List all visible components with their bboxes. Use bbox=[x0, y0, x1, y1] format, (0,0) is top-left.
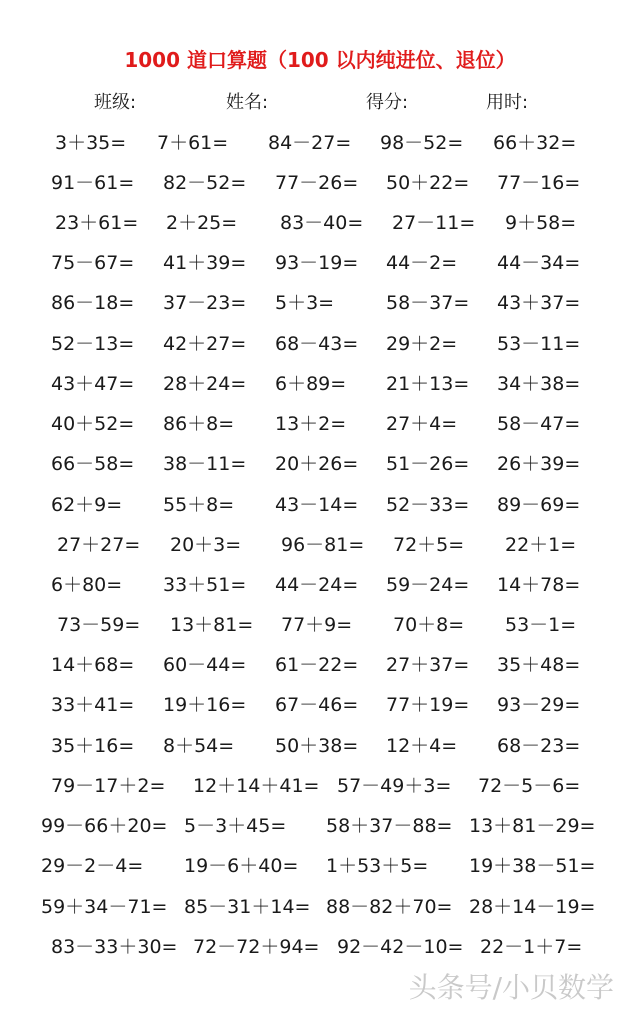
math-problem: 86－18= bbox=[51, 292, 135, 314]
math-problem: 91－61= bbox=[51, 172, 135, 194]
math-problem: 57－49＋3= bbox=[337, 775, 452, 797]
math-problem: 77＋19= bbox=[386, 694, 470, 716]
math-problem: 93－19= bbox=[275, 252, 359, 274]
math-problem: 13＋2= bbox=[275, 413, 347, 435]
math-problem: 35＋16= bbox=[51, 735, 135, 757]
math-problem: 62＋9= bbox=[51, 494, 123, 516]
math-problem: 3＋35= bbox=[55, 132, 127, 154]
math-problem: 52－13= bbox=[51, 333, 135, 355]
problem-row bbox=[0, 731, 640, 761]
math-problem: 44－24= bbox=[275, 574, 359, 596]
math-problem: 19＋16= bbox=[163, 694, 247, 716]
math-problem: 27＋4= bbox=[386, 413, 458, 435]
math-problem: 6＋89= bbox=[275, 373, 347, 395]
math-problem: 23＋61= bbox=[55, 212, 139, 234]
math-problem: 83－33＋30= bbox=[51, 936, 178, 958]
math-problem: 99－66＋20= bbox=[41, 815, 168, 837]
math-problem: 67－46= bbox=[275, 694, 359, 716]
math-problem: 43－14= bbox=[275, 494, 359, 516]
math-problem: 59－24= bbox=[386, 574, 470, 596]
math-problem: 27－11= bbox=[392, 212, 476, 234]
problem-row bbox=[0, 369, 640, 399]
math-problem: 68－23= bbox=[497, 735, 581, 757]
math-problem: 40＋52= bbox=[51, 413, 135, 435]
math-problem: 77－26= bbox=[275, 172, 359, 194]
math-problem: 72－72＋94= bbox=[193, 936, 320, 958]
math-problem: 21＋13= bbox=[386, 373, 470, 395]
math-problem: 92－42－10= bbox=[337, 936, 464, 958]
header-time-label: 用时: bbox=[486, 92, 529, 113]
math-problem: 33＋51= bbox=[163, 574, 247, 596]
math-problem: 9＋58= bbox=[505, 212, 577, 234]
problem-row bbox=[0, 288, 640, 318]
math-problem: 1＋53＋5= bbox=[326, 855, 429, 877]
problem-row bbox=[0, 811, 640, 841]
math-problem: 38－11= bbox=[163, 453, 247, 475]
math-problem: 73－59= bbox=[57, 614, 141, 636]
math-problem: 41＋39= bbox=[163, 252, 247, 274]
math-problem: 88－82＋70= bbox=[326, 896, 453, 918]
math-problem: 42＋27= bbox=[163, 333, 247, 355]
math-problem: 59＋34－71= bbox=[41, 896, 168, 918]
problem-row bbox=[0, 892, 640, 922]
problem-row bbox=[0, 570, 640, 600]
math-problem: 55＋8= bbox=[163, 494, 235, 516]
math-problem: 50＋38= bbox=[275, 735, 359, 757]
header-class-label: 班级: bbox=[94, 92, 137, 113]
math-problem: 13＋81= bbox=[170, 614, 254, 636]
math-problem: 33＋41= bbox=[51, 694, 135, 716]
math-problem: 86＋8= bbox=[163, 413, 235, 435]
math-problem: 61－22= bbox=[275, 654, 359, 676]
math-problem: 75－67= bbox=[51, 252, 135, 274]
problem-row bbox=[0, 128, 640, 158]
header-score-label: 得分: bbox=[366, 92, 409, 113]
math-problem: 85－31＋14= bbox=[184, 896, 311, 918]
math-problem: 43＋37= bbox=[497, 292, 581, 314]
math-problem: 22＋1= bbox=[505, 534, 577, 556]
math-problem: 22－1＋7= bbox=[480, 936, 583, 958]
math-problem: 77＋9= bbox=[281, 614, 353, 636]
math-problem: 2＋25= bbox=[166, 212, 238, 234]
math-problem: 5＋3= bbox=[275, 292, 335, 314]
problem-row bbox=[0, 650, 640, 680]
math-problem: 98－52= bbox=[380, 132, 464, 154]
math-problem: 58＋37－88= bbox=[326, 815, 453, 837]
math-problem: 70＋8= bbox=[393, 614, 465, 636]
math-problem: 20＋26= bbox=[275, 453, 359, 475]
math-problem: 28＋14－19= bbox=[469, 896, 596, 918]
math-problem: 77－16= bbox=[497, 172, 581, 194]
math-problem: 50＋22= bbox=[386, 172, 470, 194]
math-problem: 72＋5= bbox=[393, 534, 465, 556]
math-problem: 72－5－6= bbox=[478, 775, 581, 797]
math-problem: 82－52= bbox=[163, 172, 247, 194]
math-problem: 12＋14＋41= bbox=[193, 775, 320, 797]
math-problem: 89－69= bbox=[497, 494, 581, 516]
math-problem: 28＋24= bbox=[163, 373, 247, 395]
problem-row bbox=[0, 690, 640, 720]
problem-row bbox=[0, 932, 640, 962]
math-problem: 13＋81－29= bbox=[469, 815, 596, 837]
math-problem: 19＋38－51= bbox=[469, 855, 596, 877]
math-problem: 93－29= bbox=[497, 694, 581, 716]
math-problem: 34＋38= bbox=[497, 373, 581, 395]
math-problem: 20＋3= bbox=[170, 534, 242, 556]
math-problem: 5－3＋45= bbox=[184, 815, 287, 837]
math-problem: 53－11= bbox=[497, 333, 581, 355]
watermark: 头条号/小贝数学 bbox=[408, 971, 614, 1004]
math-problem: 27＋37= bbox=[386, 654, 470, 676]
problem-row bbox=[0, 771, 640, 801]
math-problem: 84－27= bbox=[268, 132, 352, 154]
problem-row bbox=[0, 530, 640, 560]
math-problem: 8＋54= bbox=[163, 735, 235, 757]
math-problem: 37－23= bbox=[163, 292, 247, 314]
math-problem: 19－6＋40= bbox=[184, 855, 299, 877]
math-problem: 83－40= bbox=[280, 212, 364, 234]
problem-row bbox=[0, 329, 640, 359]
math-problem: 43＋47= bbox=[51, 373, 135, 395]
math-problem: 29＋2= bbox=[386, 333, 458, 355]
problem-row bbox=[0, 449, 640, 479]
problem-row bbox=[0, 208, 640, 238]
math-problem: 68－43= bbox=[275, 333, 359, 355]
math-problem: 66＋32= bbox=[493, 132, 577, 154]
math-problem: 35＋48= bbox=[497, 654, 581, 676]
math-problem: 44－34= bbox=[497, 252, 581, 274]
math-problem: 6＋80= bbox=[51, 574, 123, 596]
problem-row bbox=[0, 248, 640, 278]
problem-row bbox=[0, 851, 640, 881]
problem-row bbox=[0, 409, 640, 439]
problem-row bbox=[0, 168, 640, 198]
math-problem: 60－44= bbox=[163, 654, 247, 676]
math-problem: 66－58= bbox=[51, 453, 135, 475]
problem-row bbox=[0, 610, 640, 640]
math-problem: 58－47= bbox=[497, 413, 581, 435]
problem-row bbox=[0, 490, 640, 520]
math-problem: 44－2= bbox=[386, 252, 458, 274]
math-problem: 53－1= bbox=[505, 614, 577, 636]
math-problem: 52－33= bbox=[386, 494, 470, 516]
math-problem: 7＋61= bbox=[157, 132, 229, 154]
math-problem: 58－37= bbox=[386, 292, 470, 314]
header-name-label: 姓名: bbox=[226, 92, 269, 113]
math-problem: 12＋4= bbox=[386, 735, 458, 757]
math-problem: 96－81= bbox=[281, 534, 365, 556]
math-problem: 26＋39= bbox=[497, 453, 581, 475]
page-title: 1000 道口算题（100 以内纯进位、退位） bbox=[124, 48, 516, 72]
math-problem: 14＋68= bbox=[51, 654, 135, 676]
math-problem: 27＋27= bbox=[57, 534, 141, 556]
math-problem: 29－2－4= bbox=[41, 855, 144, 877]
math-problem: 79－17＋2= bbox=[51, 775, 166, 797]
math-problem: 51－26= bbox=[386, 453, 470, 475]
math-problem: 14＋78= bbox=[497, 574, 581, 596]
